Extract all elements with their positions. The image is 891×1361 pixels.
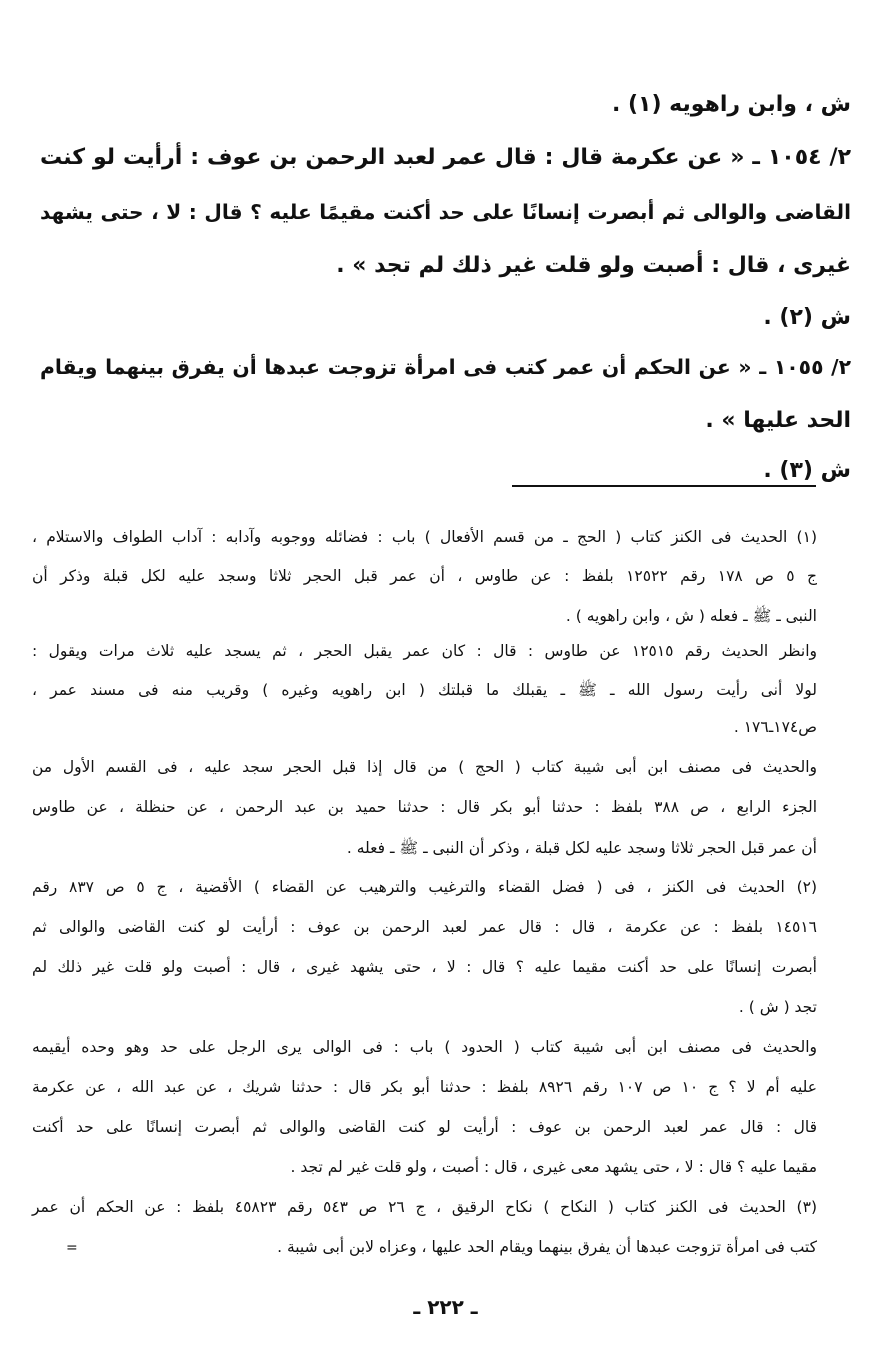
footnote-line-8: الجزء الرابع ، ص ٣٨٨ بلفظ : حدثنا أبو بكر قال : حدثنا حميد بن عبد الرحمن ، عن حنظلة ، عن طاوس	[32, 798, 817, 816]
main-line-8: ش (٣) .	[763, 458, 851, 483]
main-line-1: ش ، وابن راهويه (١) .	[611, 92, 851, 117]
footnote-line-7: والحديث فى مصنف ابن أبى شيبة كتاب ( الحج ) من قال إذا قبل الحجر سجد عليه ، فى القسم الأول من	[32, 758, 817, 776]
footnote-line-13: تجد ( ش ) .	[738, 998, 817, 1016]
page-number: ـ ٢٢٢ ـ	[413, 1295, 478, 1319]
footnote-line-10: (٢) الحديث فى الكنز ، فى ( فضل القضاء والترغيب والترهيب عن القضاء ) الأقضية ، ج ٥ ص ٨٣٧ رقم	[32, 878, 818, 896]
footnote-line-12: أبصرت إنسانًا على حد أكنت مقيما عليه ؟ قال : لا ، حتى يشهد غيرى ، قال : أصبت ولو قلت غير ذلك لم	[32, 958, 817, 976]
footnote-line-18: (٣) الحديث فى الكنز كتاب ( النكاح ) نكاح الرقيق ، ج ٢٦ ص ٥٤٣ رقم ٤٥٨٢٣ بلفظ : عن الحكم أن عمر	[32, 1198, 817, 1216]
footnote-line-16: قال : قال عمر لعبد الرحمن بن عوف : أرأيت لو كنت القاضى والوالى ثم أبصرت إنسانًا على حد أكنت	[32, 1118, 817, 1136]
footnote-line-2: ج ٥ ص ١٧٨ رقم ١٢٥٢٢ بلفظ : عن طاوس ، أن عمر قبل الحجر ثلاثا وسجد عليه لكل قبلة وذكر أن	[32, 567, 818, 585]
footnote-line-17: مقيما عليه ؟ قال : لا ، حتى يشهد معى غيرى ، قال : أصبت ، ولو قلت غير لم تجد .	[290, 1158, 817, 1176]
stray-mark: =	[66, 1240, 78, 1256]
footnote-line-14: والحديث فى مصنف ابن أبى شيبة كتاب ( الحدود ) باب : فى الوالى يرى الرجل على حد وهو وحده أيقيمه	[32, 1038, 817, 1056]
footnote-line-9: أن عمر قبل الحجر ثلاثا وسجد عليه لكل قبلة ، وذكر أن النبى ـ ﷺ ـ فعله .	[346, 839, 817, 857]
main-line-2: ٢/ ١٠٥٤ ـ « عن عكرمة قال : قال عمر لعبد الرحمن بن عوف : أرأيت لو كنت	[40, 145, 851, 170]
footnote-line-4: وانظر الحديث رقم ١٢٥١٥ عن طاوس : قال : كان عمر يقبل الحجر ، ثم يسجد عليه ثلاث مرات ويقول :	[32, 642, 817, 660]
footnote-line-5: لولا أنى رأيت رسول الله ـ ﷺ ـ يقبلك ما قبلتك ( ابن راهويه وغيره ) وقريب منه فى مسند عمر ،	[32, 681, 817, 699]
main-line-7: الحد عليها » .	[705, 408, 851, 433]
main-line-6: ٢/ ١٠٥٥ ـ « عن الحكم أن عمر كتب فى امرأة تزوجت عبدها أن يفرق بينهما ويقام	[40, 355, 851, 379]
footnote-line-19: كتب فى امرأة تزوجت عبدها أن يفرق بينهما ويقام الحد عليها ، وعزاه لابن أبى شيبة .	[277, 1238, 817, 1256]
main-line-4: غيرى ، قال : أصبت ولو قلت غير ذلك لم تجد » .	[336, 253, 851, 278]
footnote-line-1: (١) الحديث فى الكنز كتاب ( الحج ـ من قسم الأفعال ) باب : فضائله ووجوبه وآدابه : آداب الطواف والاستلام ،	[32, 528, 817, 546]
main-line-5: ش (٢) .	[763, 305, 851, 330]
footnote-divider	[512, 485, 816, 487]
footnote-line-3: النبى ـ ﷺ ـ فعله ( ش ، وابن راهويه ) .	[565, 607, 817, 625]
footnote-line-6: ص١٧٤ـ١٧٦ .	[733, 718, 817, 736]
main-line-3: القاضى والوالى ثم أبصرت إنسانًا على حد أكنت مقيمًا عليه ؟ قال : لا ، حتى يشهد	[40, 200, 851, 224]
footnote-line-11: ١٤٥١٦ بلفظ : عن عكرمة ، قال : قال عمر لعبد الرحمن بن عوف : أرأيت لو كنت القاضى والوالى ثم	[32, 918, 817, 936]
footnote-line-15: عليه أم لا ؟ ج ١٠ ص ١٠٧ رقم ٨٩٢٦ بلفظ : حدثنا أبو بكر قال : حدثنا شريك ، عن عبد الله ، عن عكرمة	[32, 1078, 818, 1096]
